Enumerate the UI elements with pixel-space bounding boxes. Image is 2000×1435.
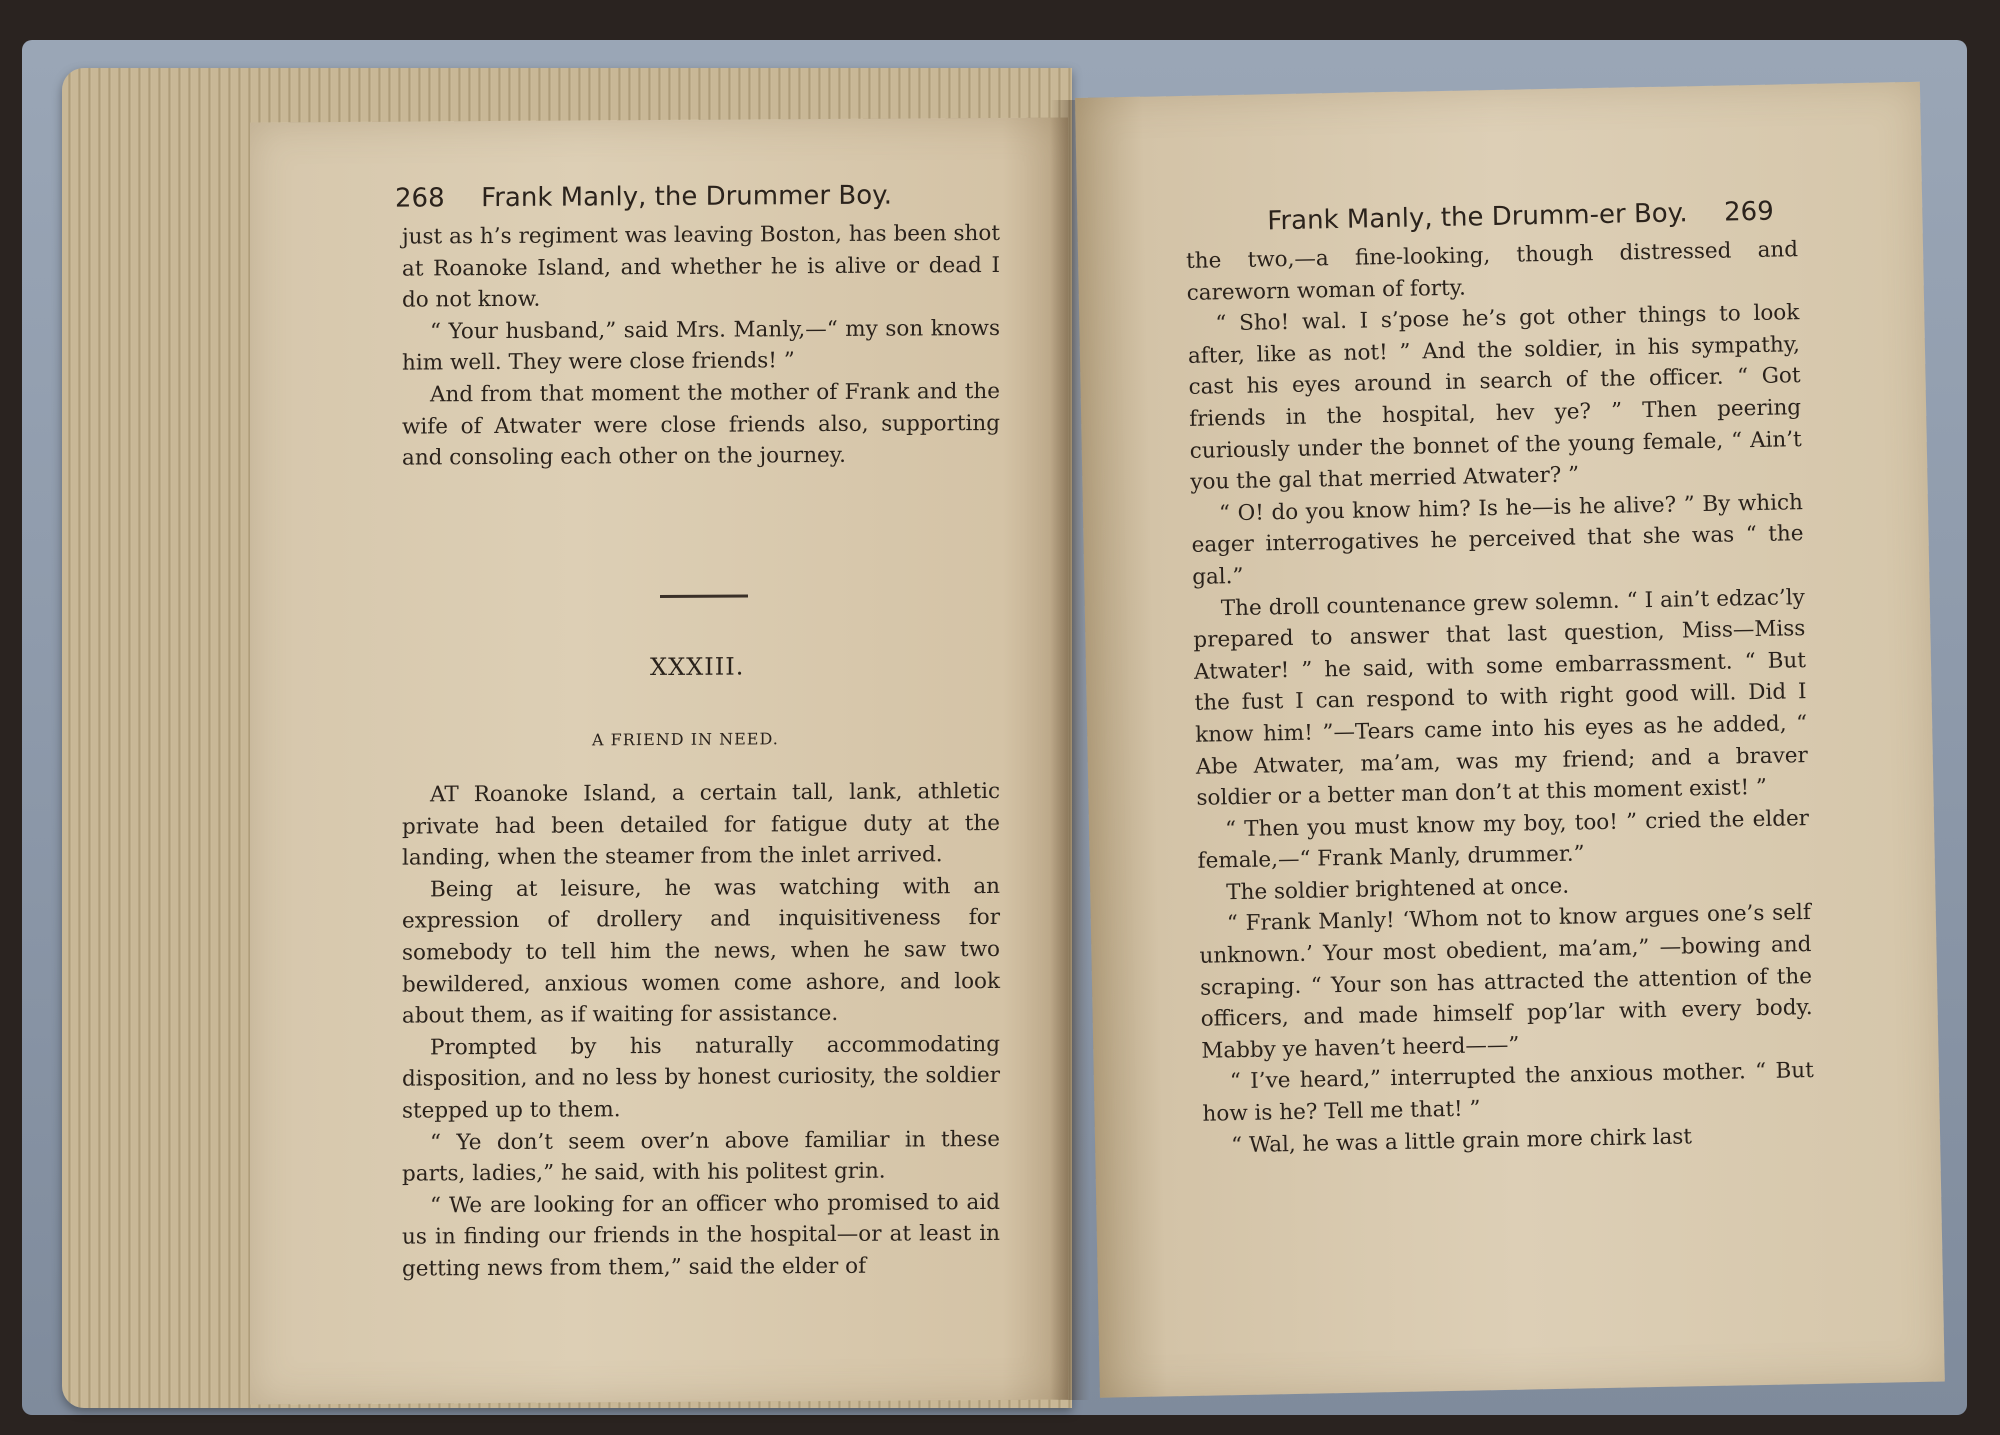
paragraph: And from that moment the mother of Frank and the wife of Atwater were close friends also, supporting and consoling each other on the journey. — [402, 378, 1000, 471]
left-page — [250, 118, 1068, 1405]
paragraph: “ Sho! wal. I s’pose he’s got other things to look after, like as not! ” And the soldier, in his sympathy, cast his eyes around in search of the officer. “ Got friends in the hospital, hev ye? ” Then peering curiously under the bonnet of the young female, “ Ain’t you the gal that merried Atwater? ” — [1187, 300, 1802, 496]
paragraph: “ Then you must know my boy, too! ” cried the elder female,—“ Frank Manly, drummer.” — [1197, 805, 1810, 875]
paragraph: The soldier brightened at once. — [1226, 873, 1570, 906]
right-page-number: 269 — [1723, 196, 1775, 228]
paragraph: “ Your husband,” said Mrs. Manly,—“ my son knows him well. They were close friends! ” — [402, 315, 1000, 376]
section-divider — [660, 594, 748, 598]
paragraph: “ Wal, he was a little grain more chirk last — [1230, 1123, 1693, 1158]
chapter-title: A FRIEND IN NEED. — [592, 729, 779, 750]
left-page-number: 268 — [395, 183, 445, 214]
paragraph: “ We are looking for an officer who promised to aid us in finding our friends in the hospital—or at least in getting news from them,” said the elder of — [402, 1189, 1000, 1282]
paragraph: “ O! do you know him? Is he—is he alive? ” By which eager interrogatives he perceived that she was “ the gal.” — [1191, 489, 1804, 590]
paragraph: “ I’ve heard,” interrupted the anxious mother. “ But how is he? Tell me that! ” — [1202, 1058, 1815, 1127]
paragraph: Prompted by his naturally accommodating disposition, and no less by honest curiosity, the soldier stepped up to them. — [402, 1031, 1000, 1124]
paragraph: “ Frank Manly! ‘Whom not to know argues one’s self unknown.’ Your most obedient, ma’am,” —bowing and scraping. “ Your son has attracted the attention of the officers, and made himself pop’lar with every body. Mabby ye haven’t heerd——” — [1199, 900, 1813, 1064]
chapter-number: XXXIII. — [650, 652, 745, 682]
left-running-head — [395, 181, 892, 214]
left-text-bottom — [402, 776, 1000, 1285]
left-running-title: Frank Manly, the Drummer Boy. — [481, 180, 893, 214]
paragraph: AT Roanoke Island, a certain tall, lank, athletic private had been detailed for fatigue duty at the landing, when the steamer from the inlet arrived. — [402, 778, 1000, 871]
right-running-title: Frank Manly, the Drumm‐er Boy. — [1267, 198, 1688, 237]
paragraph: just as h’s regiment was leaving Boston, has been shot at Roanoke Island, and whether he is alive or dead I do not know. — [402, 220, 1000, 313]
paragraph: the two,—a fine-looking, though distressed and careworn woman of forty. — [1185, 237, 1799, 306]
paragraph: “ Ye don’t seem over’n above familiar in these parts, ladies,” he said, with his politest grin. — [402, 1126, 1000, 1187]
left-text-top — [402, 218, 1000, 474]
paragraph: The droll countenance grew solemn. “ I ain’t edzac’ly prepared to answer that last question, Miss—Miss Atwater! ” he said, with some embarrassment. “ But the fust I can respond to with right good will. Did I know him! ”—Tears came into his eyes as he added, “ Abe Atwater, ma’am, was my friend; and a braver soldier or a better man don’t at this moment exist! ” — [1193, 584, 1808, 811]
right-running-head — [1267, 197, 1774, 237]
right-text — [1186, 234, 1815, 1162]
paragraph: Being at leisure, he was watching with an expression of drollery and inquisitiveness for somebody to tell him the news, when he saw two bewildered, anxious women come ashore, and look about them, as if waiting for assistance. — [402, 873, 1000, 1029]
right-page — [1075, 82, 1945, 1398]
